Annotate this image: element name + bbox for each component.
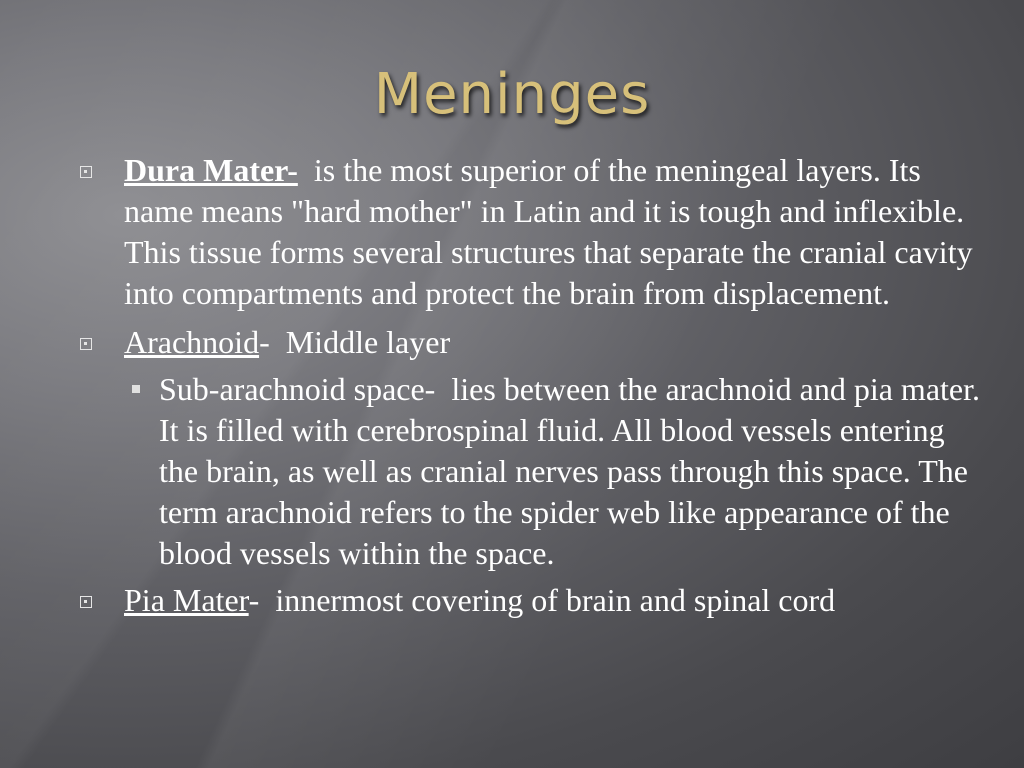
bullet-item-pia-mater [0,580,1024,621]
pia-mater-description: - innermost covering of brain and spinal cord [248,582,836,618]
small-square-bullet-icon [132,385,140,393]
term-pia-mater: Pia Mater [124,582,249,618]
term-arachnoid: Arachnoid [124,324,260,360]
bullet-text [124,322,984,363]
slide-content [0,150,1024,621]
square-bullet-icon [80,596,92,608]
sub-bullet-item-subarachnoid-space [0,369,1024,574]
bullet-item-dura-mater [0,150,1024,314]
slide-title: Meninges [373,62,651,127]
term-dura-mater: Dura Mater- [124,152,298,188]
arachnoid-description: - Middle layer [259,324,451,360]
bullet-text [124,150,984,314]
bullet-item-arachnoid [0,322,1024,363]
bullet-text [124,580,984,621]
square-bullet-icon [80,338,92,350]
sub-bullet-text: Sub-arachnoid space- lies between the arachnoid and pia mater. It is filled with cerebrospinal fluid. All blood vessels entering the brain, as well as cranial nerves pass through this space. The term arachnoid refers to the spider web like appearance of the blood vessels within the space. [159,371,988,571]
square-bullet-icon [80,166,92,178]
dura-mater-description: is the most superior of the meningeal layers. Its name means "hard mother" in Latin and it is tough and inflexible. This tissue forms several structures that separate the cranial cavity into compartments and protect the brain from displacement. [124,152,981,311]
